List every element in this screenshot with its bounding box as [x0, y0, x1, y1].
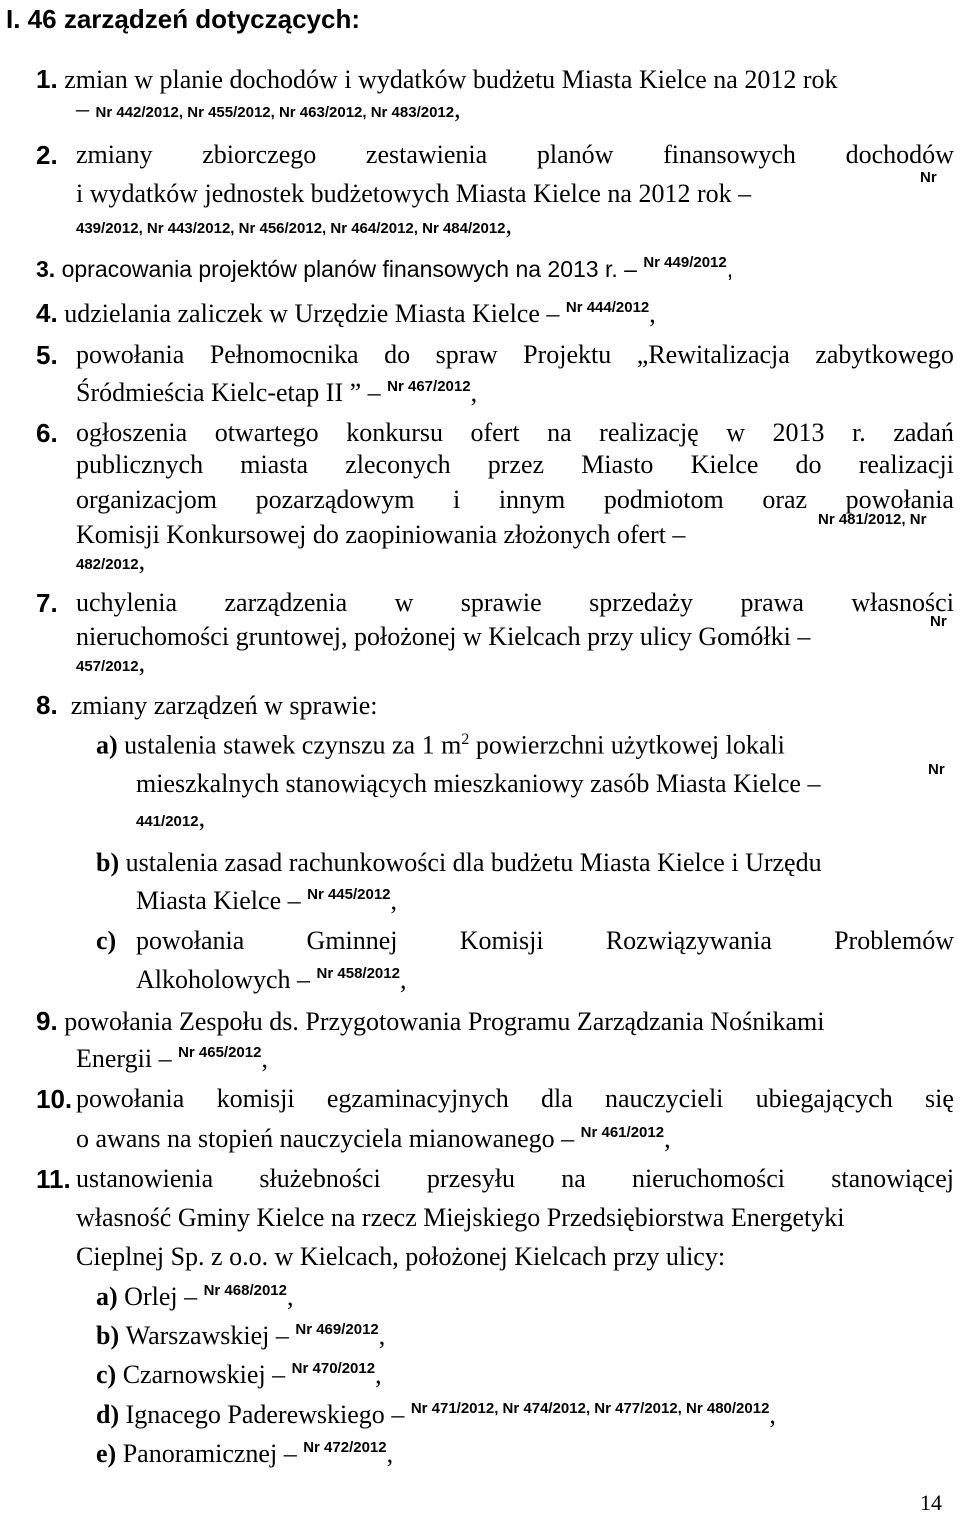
item-2-num: 2.: [36, 140, 58, 170]
item-11c: c) Czarnowskiej – $^{Nr 470/2012}$,: [96, 1360, 382, 1389]
item-6-line1: ogłoszenia otwartego konkursu ofert na realizację w 2013 r. zadań: [76, 418, 954, 447]
item-11e: e) Panoramicznej – $^{Nr 472/2012}$,: [96, 1439, 394, 1468]
item-6-refs: Nr 481/2012, Nr: [818, 511, 927, 528]
section-heading: I. 46 zarządzeń dotyczących:: [6, 4, 361, 34]
item-2-nr: Nr: [920, 169, 937, 186]
item-3-line: 3. opracowania projektów planów finansowych na 2013 r. – $^{Nr 449/2012}$,: [36, 254, 734, 282]
item-7-nr: Nr: [930, 613, 947, 630]
item-10-line1: powołania komisji egzaminacyjnych dla nauczycieli ubiegających się: [76, 1084, 954, 1113]
item-5-line2: Śródmieścia Kielc-etap II ” – $^{Nr 467/2012}$,: [76, 378, 478, 407]
item-10-line2: o awans na stopień nauczyciela mianowanego – $^{Nr 461/2012}$,: [76, 1124, 671, 1153]
item-8c-line1: powołania Gminnej Komisji Rozwiązywania Problemów: [136, 926, 954, 955]
item-2-refs: 439/2012, Nr 443/2012, Nr 456/2012, Nr 464/2012, Nr 484/2012,: [76, 210, 513, 239]
item-11-num: 11.: [36, 1164, 71, 1194]
item-8a-refs: 441/2012,: [136, 803, 206, 832]
item-6-num: 6.: [36, 418, 58, 448]
item-11a: a) Orlej – $^{Nr 468/2012}$,: [96, 1282, 294, 1311]
item-8a-line2: mieszkalnych stanowiących mieszkaniowy zasób Miasta Kielce –: [136, 769, 821, 798]
item-4-line: 4. udzielania zaliczek w Urzędzie Miasta Kielce – $^{Nr 444/2012}$,: [36, 298, 656, 328]
item-8a-nr: Nr: [928, 761, 945, 778]
item-11d: d) Ignacego Paderewskiego – $^{Nr 471/2012, Nr 474/2012, Nr 477/2012, Nr 480/2012}$,: [96, 1400, 776, 1429]
item-7-refs: 457/2012,: [76, 648, 146, 677]
item-8c-line2: Alkoholowych – $^{Nr 458/2012}$,: [136, 965, 407, 994]
item-6-refs2: 482/2012,: [76, 546, 146, 575]
item-11-line2: własność Gminy Kielce na rzecz Miejskiego Przedsiębiorstwa Energetyki: [76, 1203, 845, 1232]
item-7-line1: uchylenia zarządzenia w sprawie sprzedaży prawa własności: [76, 588, 954, 617]
item-7-line2: nieruchomości gruntowej, położonej w Kielcach przy ulicy Gomółki –: [76, 622, 811, 651]
item-11b: b) Warszawskiej – $^{Nr 469/2012}$,: [96, 1321, 386, 1350]
item-6-line3: organizacjom pozarządowym i innym podmiotom oraz powołania: [76, 485, 954, 514]
item-6-line4: Komisji Konkursowej do zaopiniowania złożonych ofert –: [76, 520, 686, 549]
page-number: 14: [920, 1490, 942, 1515]
item-11-line3: Cieplnej Sp. z o.o. w Kielcach, położonej Kielcach przy ulicy:: [76, 1242, 726, 1271]
item-1-line1: 1. zmian w planie dochodów i wydatków budżetu Miasta Kielce na 2012 rok: [36, 64, 838, 94]
item-2-line1: zmiany zbiorczego zestawienia planów finansowych dochodów: [76, 140, 954, 169]
item-11-line1: ustanowienia służebności przesyłu na nieruchomości stanowiącej: [76, 1164, 954, 1193]
item-8b-line1: b) ustalenia zasad rachunkowości dla budżetu Miasta Kielce i Urzędu: [96, 848, 822, 877]
item-8a-line1: a) ustalenia stawek czynszu za 1 $m^2$ powierzchni użytkowej lokali: [96, 730, 785, 760]
item-5-line1: powołania Pełnomocnika do spraw Projektu „Rewitalizacja zabytkowego: [76, 340, 954, 369]
item-8b-line2: Miasta Kielce – $^{Nr 445/2012}$,: [136, 886, 398, 915]
item-2-line2: i wydatków jednostek budżetowych Miasta Kielce na 2012 rok –: [76, 179, 752, 208]
item-8-line: 8. zmiany zarządzeń w sprawie:: [36, 690, 378, 720]
item-7-num: 7.: [36, 588, 58, 618]
item-1-refs: – Nr 442/2012, Nr 455/2012, Nr 463/2012, Nr 483/2012,: [76, 94, 461, 123]
item-9-line1: 9. powołania Zespołu ds. Przygotowania Programu Zarządzania Nośnikami: [36, 1006, 825, 1036]
item-5-num: 5.: [36, 340, 58, 370]
item-8c-label: c): [96, 926, 117, 955]
item-6-line2: publicznych miasta zleconych przez Miasto Kielce do realizacji: [76, 450, 954, 479]
item-9-line2: Energii – $^{Nr 465/2012}$,: [76, 1044, 268, 1073]
item-10-num: 10.: [36, 1084, 73, 1114]
